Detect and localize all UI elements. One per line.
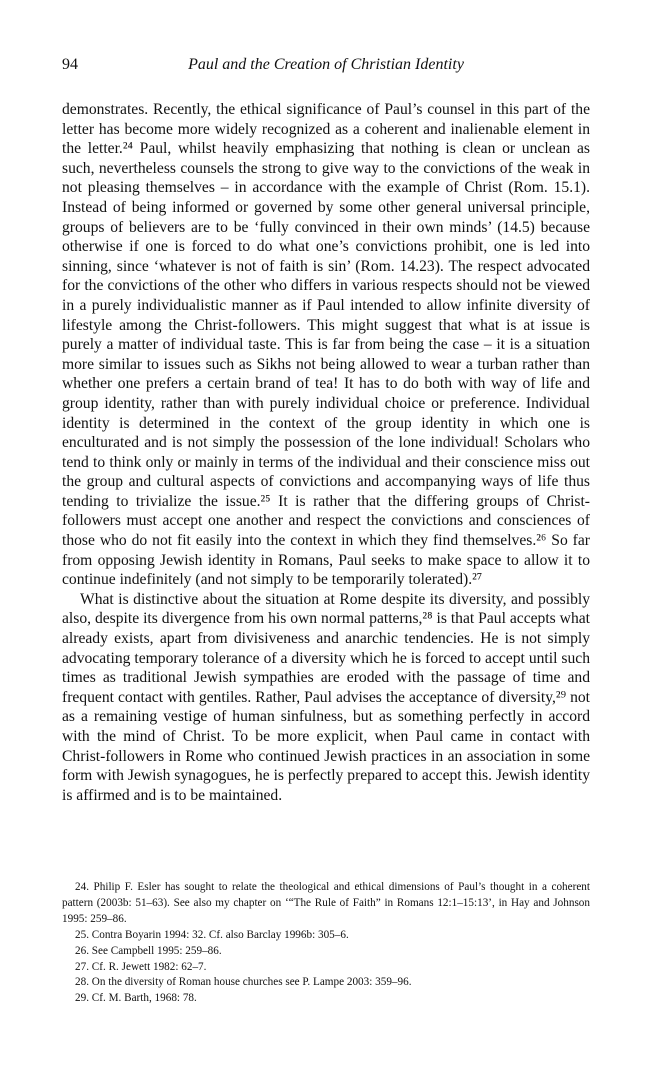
footnote-26: 26. See Campbell 1995: 259–86.: [75, 944, 222, 957]
paragraph-2: What is distinctive about the situation at Rome despite its diversity, and possibly also, despite its divergence from his own normal patterns,²⁸ is that Paul accepts what already exists, apart from divisiveness and anarchic tendencies. He is not simply advocating temporary tolerance of a diversity which he is forced to accept until such times as traditional Jewish sympathies are eroded with the passage of time and frequent contact with gentiles. Rather, Paul advises the acceptance of diversity,²⁹ not as a remaining vestige of human sinfulness, but as something perfectly in accord with the mind of Christ. To be more explicit, when Paul came in contact with Christ-followers in Rome who continued Jewish practices in an association in some form with Jewish synagogues, he is perfectly prepared to accept this. Jewish identity is affirmed and is to be maintained.: [62, 590, 590, 804]
footnote-24: 24. Philip F. Esler has sought to relate the theological and ethical dimensions of Paul’s thought in a coherent pattern (2003b: 51–63). See also my chapter on ‘“The Rule of Faith” in Romans 12:1–15:13’, in Hay and Johnson 1995: 259–86.: [62, 881, 590, 925]
footnote-28: 28. On the diversity of Roman house churches see P. Lampe 2003: 359–96.: [75, 976, 412, 989]
footnotes: [62, 880, 590, 1007]
paragraph-1: demonstrates. Recently, the ethical significance of Paul’s counsel in this part of the letter has become more widely recognized as a coherent and inalienable element in the letter.²⁴ Paul, whilst heavily emphasizing that nothing is clean or unclean as such, nevertheless counsels the strong to give way to the convictions of the weak in not pleasing themselves – in accordance with the example of Christ (Rom. 15.1). Instead of being informed or governed by some other general universal principle, groups of believers are to be ‘fully convinced in their own minds’ (14.5) because otherwise if one is forced to do what one’s convictions prohibit, one is led into sinning, since ‘whatever is not of faith is sin’ (Rom. 14.23). The respect advocated for the convictions of the other who differs in various respects should not be viewed in a purely individualistic manner as if Paul intended to allow infinite diversity of lifestyle among the Christ-followers. This might suggest that what is at issue is purely a matter of individual taste. This is far from being the case – it is a situation more similar to issues such as Sikhs not being allowed to wear a turban rather than whether one prefers a certain brand of tea! It has to do both with way of life and group identity, rather than with purely individual choice or preference. Individual identity is determined in the context of the group identity in which one is enculturated and is not simply the possession of the lone individual! Scholars who tend to think only or mainly in terms of the individual and their conscience miss out the group and cultural aspects of convictions and accompanying ways of life thus tending to trivialize the issue.²⁵ It is rather that the differing groups of Christ-followers must accept one another and respect the convictions and consciences of those who do not fit easily into the context in which they find themselves.²⁶ So far from opposing Jewish identity in Romans, Paul seeks to make space to allow it to continue indefinitely (and not simply to be temporarily tolerated).²⁷: [62, 101, 590, 589]
footnote-29: 29. Cf. M. Barth, 1968: 78.: [75, 992, 197, 1005]
main-text: [62, 100, 590, 805]
running-title: Paul and the Creation of Christian Identity: [188, 56, 464, 73]
page-number: 94: [62, 56, 78, 73]
footnote-27: 27. Cf. R. Jewett 1982: 62–7.: [75, 960, 207, 973]
footnote-25: 25. Contra Boyarin 1994: 32. Cf. also Barclay 1996b: 305–6.: [75, 928, 349, 941]
page-header: [62, 56, 590, 80]
